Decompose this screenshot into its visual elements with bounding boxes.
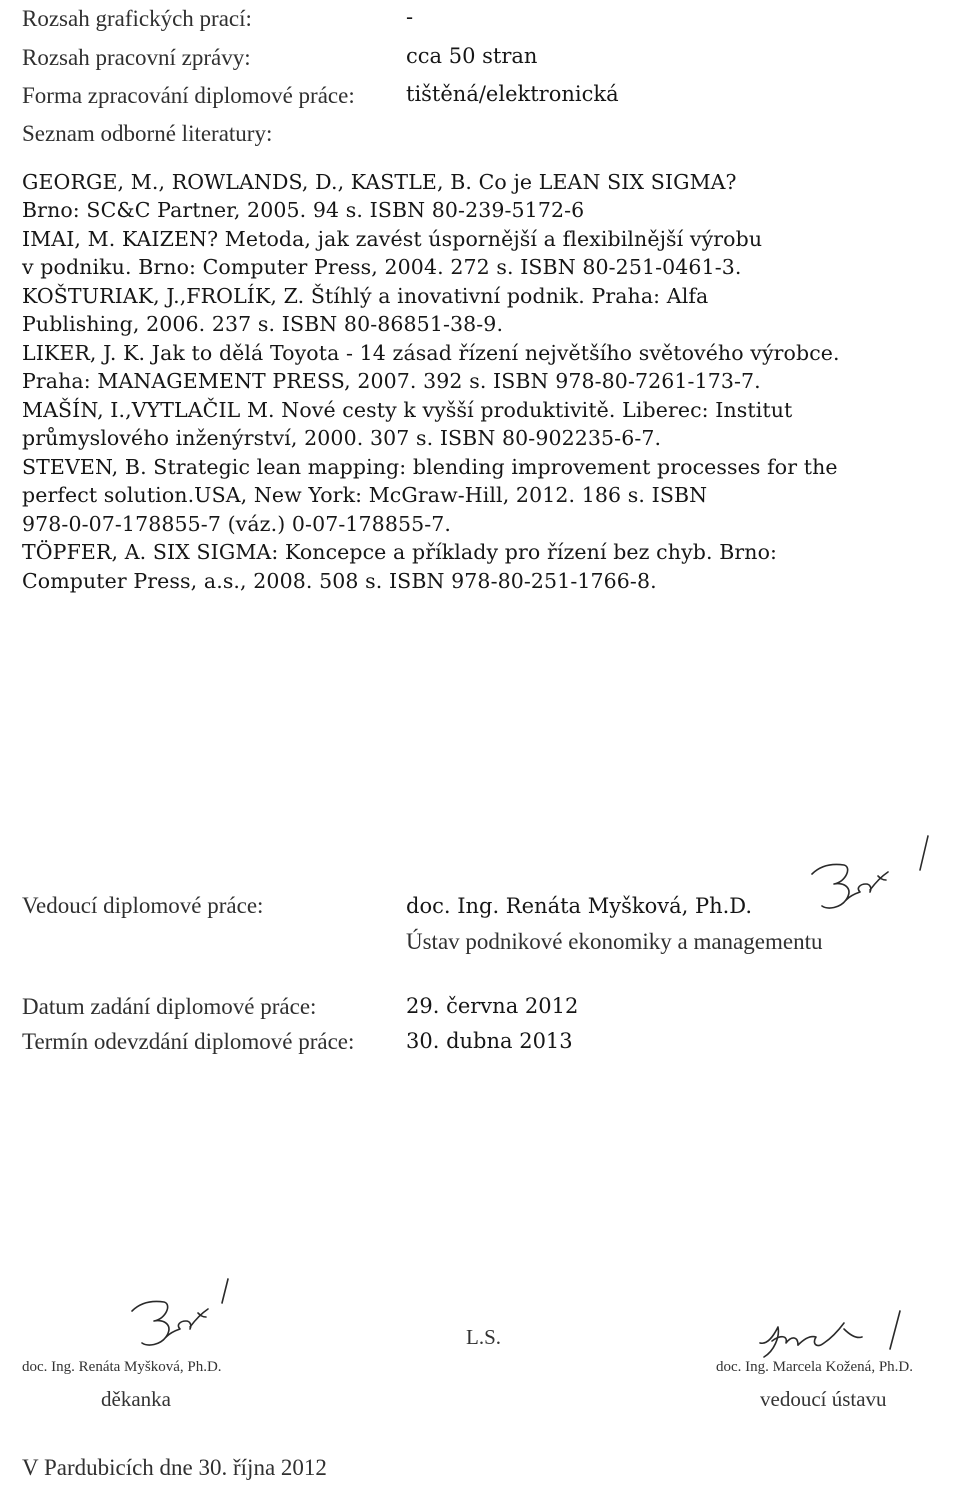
label-supervisor: Vedoucí diplomové práce: [22,893,264,918]
supervisor-signature [810,830,950,920]
department-head-role: vedoucí ústavu [760,1387,887,1411]
dean-name: doc. Ing. Renáta Myšková, Ph.D. [22,1359,222,1375]
assignment-date: 29. června 2012 [406,994,579,1018]
dean-role: děkanka [101,1387,171,1411]
reference-line: STEVEN, B. Strategic lean mapping: blending improvement processes for the [22,455,838,479]
reference-line: TÖPFER, A. SIX SIGMA: Koncepce a příklady pro řízení bez chyb. Brno: [22,540,778,564]
reference-line: Praha: MANAGEMENT PRESS, 2007. 392 s. ISBN 978-80-7261-173-7. [22,369,761,393]
value-graphic-scope: - [406,5,414,29]
seal-placeholder: L.S. [466,1325,502,1349]
reference-line: KOŠTURIAK, J.,FROLÍK, Z. Štíhlý a inovativní podnik. Praha: Alfa [22,284,709,308]
label-thesis-form: Forma zpracování diplomové práce: [22,83,355,108]
reference-line: 978-0-07-178855-7 (váz.) 0-07-178855-7. [22,512,452,536]
value-thesis-form: tištěná/elektronická [406,82,619,106]
reference-line: Brno: SC&C Partner, 2005. 94 s. ISBN 80-239-5172-6 [22,198,585,222]
reference-line: LIKER, J. K. Jak to dělá Toyota - 14 zásad řízení největšího světového výrobce. [22,341,840,365]
supervisor-department: Ústav podnikové ekonomiky a managementu [406,929,823,954]
reference-line: průmyslového inženýrství, 2000. 307 s. ISBN 80-902235-6-7. [22,426,662,450]
label-literature: Seznam odborné literatury: [22,121,273,146]
reference-line: perfect solution.USA, New York: McGraw-Hill, 2012. 186 s. ISBN [22,483,708,507]
department-head-signature [758,1305,908,1365]
place-and-date: V Pardubicích dne 30. října 2012 [22,1455,327,1480]
dean-signature [130,1275,240,1365]
reference-line: Publishing, 2006. 237 s. ISBN 80-86851-38-9. [22,312,504,336]
department-head-name: doc. Ing. Marcela Kožená, Ph.D. [716,1359,914,1375]
value-report-scope: cca 50 stran [406,44,538,68]
submission-date: 30. dubna 2013 [406,1029,573,1053]
reference-line: GEORGE, M., ROWLANDS, D., KASTLE, B. Co je LEAN SIX SIGMA? [22,170,737,194]
supervisor-name: doc. Ing. Renáta Myšková, Ph.D. [406,894,753,918]
label-graphic-scope: Rozsah grafických prací: [22,6,252,31]
label-assignment-date: Datum zadání diplomové práce: [22,994,317,1019]
reference-line: IMAI, M. KAIZEN? Metoda, jak zavést úspornější a flexibilnější výrobu [22,227,763,251]
reference-line: v podniku. Brno: Computer Press, 2004. 272 s. ISBN 80-251-0461-3. [22,255,742,279]
label-submission-date: Termín odevzdání diplomové práce: [22,1029,355,1054]
reference-line: MAŠÍN, I.,VYTLAČIL M. Nové cesty k vyšší produktivitě. Liberec: Institut [22,398,793,422]
label-report-scope: Rozsah pracovní zprávy: [22,45,251,70]
reference-line: Computer Press, a.s., 2008. 508 s. ISBN 978-80-251-1766-8. [22,569,657,593]
